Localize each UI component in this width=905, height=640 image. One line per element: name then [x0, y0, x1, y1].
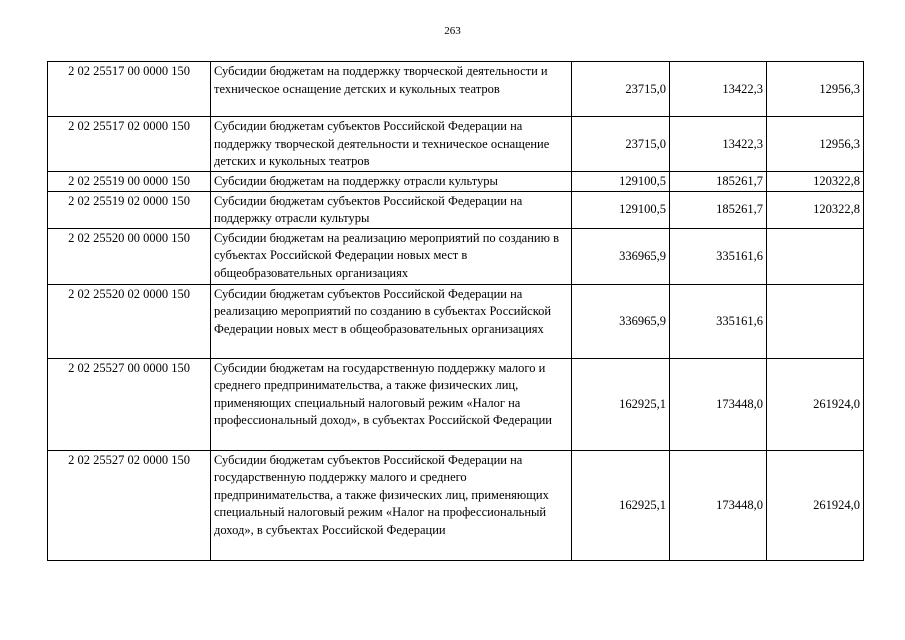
description-cell: Субсидии бюджетам на реализацию мероприятий по созданию в субъектах Российской Федерации новых мест в общеобразовательных организациях [211, 228, 572, 284]
value-cell-3 [767, 284, 864, 358]
value-cell-2: 173448,0 [670, 450, 767, 560]
value-cell-2: 13422,3 [670, 117, 767, 172]
value-cell-1: 162925,1 [572, 358, 670, 450]
value-cell-3: 120322,8 [767, 172, 864, 192]
table-row [48, 450, 864, 560]
description-cell: Субсидии бюджетам на поддержку творческой деятельности и техническое оснащение детских и кукольных театров [211, 62, 572, 117]
budget-table [47, 61, 864, 561]
value-cell-1: 23715,0 [572, 117, 670, 172]
value-cell-2: 185261,7 [670, 172, 767, 192]
budget-code-cell: 2 02 25527 02 0000 150 [48, 450, 211, 560]
table-row [48, 62, 864, 117]
value-cell-2: 185261,7 [670, 191, 767, 228]
value-cell-3: 261924,0 [767, 358, 864, 450]
budget-code-cell: 2 02 25519 00 0000 150 [48, 172, 211, 192]
budget-code-cell: 2 02 25520 02 0000 150 [48, 284, 211, 358]
description-cell: Субсидии бюджетам субъектов Российской Федерации на поддержку творческой деятельности и техническое оснащение детских и кукольных театров [211, 117, 572, 172]
description-cell: Субсидии бюджетам на государственную поддержку малого и среднего предпринимательства, а также физических лиц, применяющих специальный налоговый режим «Налог на профессиональный доход», в субъектах Российской Федерации [211, 358, 572, 450]
value-cell-2: 13422,3 [670, 62, 767, 117]
value-cell-1: 23715,0 [572, 62, 670, 117]
table-row [48, 358, 864, 450]
table-row [48, 117, 864, 172]
value-cell-2: 335161,6 [670, 284, 767, 358]
table-row [48, 284, 864, 358]
description-cell: Субсидии бюджетам субъектов Российской Федерации на поддержку отрасли культуры [211, 191, 572, 228]
table-row [48, 191, 864, 228]
table-row [48, 228, 864, 284]
value-cell-1: 336965,9 [572, 284, 670, 358]
budget-code-cell: 2 02 25517 00 0000 150 [48, 62, 211, 117]
value-cell-1: 162925,1 [572, 450, 670, 560]
description-cell: Субсидии бюджетам субъектов Российской Федерации на реализацию мероприятий по созданию в субъектах Российской Федерации новых мест в общеобразовательных организациях [211, 284, 572, 358]
page-number: 263 [444, 25, 461, 37]
table-row [48, 172, 864, 192]
value-cell-3: 120322,8 [767, 191, 864, 228]
value-cell-3: 12956,3 [767, 117, 864, 172]
budget-code-cell: 2 02 25519 02 0000 150 [48, 191, 211, 228]
budget-code-cell: 2 02 25527 00 0000 150 [48, 358, 211, 450]
value-cell-2: 173448,0 [670, 358, 767, 450]
description-cell: Субсидии бюджетам на поддержку отрасли культуры [211, 172, 572, 192]
value-cell-3: 261924,0 [767, 450, 864, 560]
value-cell-1: 336965,9 [572, 228, 670, 284]
budget-code-cell: 2 02 25520 00 0000 150 [48, 228, 211, 284]
value-cell-3 [767, 228, 864, 284]
budget-code-cell: 2 02 25517 02 0000 150 [48, 117, 211, 172]
description-cell: Субсидии бюджетам субъектов Российской Федерации на государственную поддержку малого и среднего предпринимательства, а также физических лиц, применяющих специальный налоговый режим «Налог на профессиональный доход», в субъектах Российской Федерации [211, 450, 572, 560]
value-cell-2: 335161,6 [670, 228, 767, 284]
value-cell-1: 129100,5 [572, 172, 670, 192]
value-cell-3: 12956,3 [767, 62, 864, 117]
value-cell-1: 129100,5 [572, 191, 670, 228]
